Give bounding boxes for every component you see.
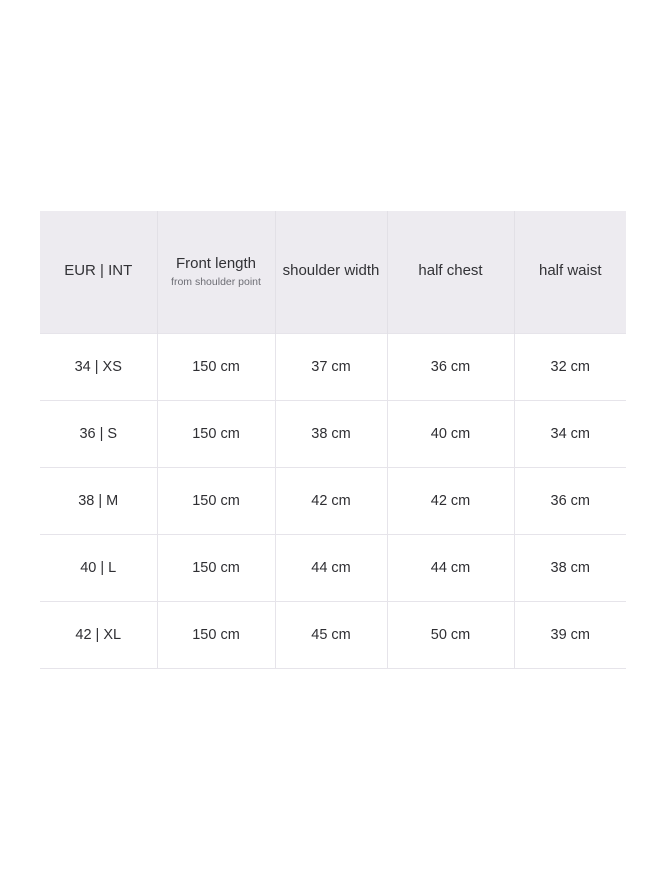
cell-half-chest: 50 cm bbox=[387, 601, 514, 668]
cell-front-length: 150 cm bbox=[157, 534, 275, 601]
cell-size: 40 | L bbox=[40, 534, 157, 601]
cell-size: 38 | M bbox=[40, 467, 157, 534]
size-table bbox=[40, 211, 626, 669]
column-header-label: EUR | INT bbox=[64, 262, 133, 280]
cell-shoulder-width: 38 cm bbox=[275, 400, 387, 467]
column-header-label: half waist bbox=[538, 262, 602, 280]
size-table-container bbox=[40, 211, 626, 669]
cell-size: 34 | XS bbox=[40, 333, 157, 400]
cell-front-length: 150 cm bbox=[157, 467, 275, 534]
table-row bbox=[40, 400, 626, 467]
cell-shoulder-width: 44 cm bbox=[275, 534, 387, 601]
header-row bbox=[40, 211, 626, 333]
cell-shoulder-width: 37 cm bbox=[275, 333, 387, 400]
cell-front-length: 150 cm bbox=[157, 333, 275, 400]
column-header-label: shoulder width bbox=[282, 262, 380, 280]
column-header-shoulder-width bbox=[275, 211, 387, 333]
cell-half-chest: 44 cm bbox=[387, 534, 514, 601]
column-header-half-waist bbox=[514, 211, 626, 333]
cell-size: 42 | XL bbox=[40, 601, 157, 668]
cell-half-waist: 36 cm bbox=[514, 467, 626, 534]
size-table-header bbox=[40, 211, 626, 333]
table-row bbox=[40, 534, 626, 601]
column-header-half-chest bbox=[387, 211, 514, 333]
column-header-label: half chest bbox=[418, 262, 483, 280]
cell-front-length: 150 cm bbox=[157, 400, 275, 467]
table-row bbox=[40, 467, 626, 534]
cell-size: 36 | S bbox=[40, 400, 157, 467]
column-header-eur-int bbox=[40, 211, 157, 333]
column-header-front-length bbox=[157, 211, 275, 333]
cell-half-chest: 40 cm bbox=[387, 400, 514, 467]
cell-half-waist: 32 cm bbox=[514, 333, 626, 400]
table-row bbox=[40, 333, 626, 400]
cell-shoulder-width: 45 cm bbox=[275, 601, 387, 668]
column-header-sublabel: from shoulder point bbox=[171, 275, 261, 288]
cell-half-chest: 42 cm bbox=[387, 467, 514, 534]
cell-half-waist: 34 cm bbox=[514, 400, 626, 467]
cell-half-waist: 38 cm bbox=[514, 534, 626, 601]
table-row bbox=[40, 601, 626, 668]
cell-half-waist: 39 cm bbox=[514, 601, 626, 668]
size-table-body bbox=[40, 333, 626, 668]
cell-half-chest: 36 cm bbox=[387, 333, 514, 400]
column-header-label: Front length bbox=[175, 254, 257, 272]
cell-front-length: 150 cm bbox=[157, 601, 275, 668]
cell-shoulder-width: 42 cm bbox=[275, 467, 387, 534]
